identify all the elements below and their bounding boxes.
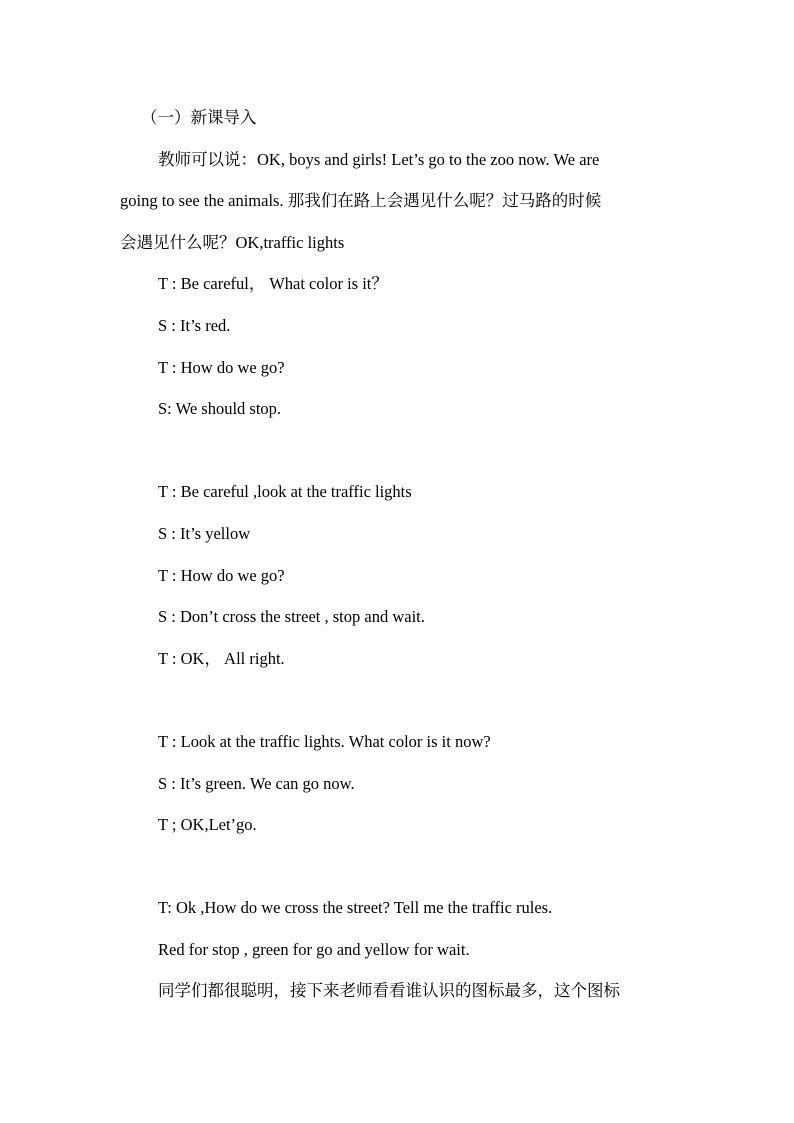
rules-line-1: T: Ok ,How do we cross the street? Tell me the traffic rules. bbox=[158, 898, 553, 917]
dialogue-line: T : How do we go? bbox=[158, 566, 285, 585]
dialogue-line: T : How do we go? bbox=[158, 358, 285, 377]
dialogue-line: S: We should stop. bbox=[158, 399, 282, 418]
dialogue-line: T : Be careful， What color is it？ bbox=[158, 274, 388, 293]
dialogue-line: S : It’s green. We can go now. bbox=[158, 774, 355, 793]
intro-line-2: going to see the animals. 那我们在路上会遇见什么呢？过马路的时候 bbox=[120, 191, 602, 210]
dialogue-line: T ; OK,Let’go. bbox=[158, 815, 257, 834]
dialogue-line: S : It’s red. bbox=[158, 316, 231, 335]
dialogue-line: T : Be careful ,look at the traffic lights bbox=[158, 482, 412, 501]
dialogue-line: S : It’s yellow bbox=[158, 524, 251, 543]
section-heading: （一）新课导入 bbox=[141, 108, 257, 127]
dialogue-line: T : Look at the traffic lights. What color is it now? bbox=[158, 732, 491, 751]
rules-line-2: Red for stop , green for go and yellow for wait. bbox=[158, 940, 470, 959]
dialogue-line: T : OK， All right. bbox=[158, 649, 285, 668]
dialogue-line: S : Don’t cross the street , stop and wait. bbox=[158, 607, 425, 626]
intro-line-1: 教师可以说：OK, boys and girls! Let’s go to the zoo now. We are bbox=[158, 150, 600, 169]
rules-line-3: 同学们都很聪明，接下来老师看看谁认识的图标最多，这个图标 bbox=[158, 981, 620, 1000]
intro-line-3: 会遇见什么呢？OK,traffic lights bbox=[120, 233, 345, 252]
